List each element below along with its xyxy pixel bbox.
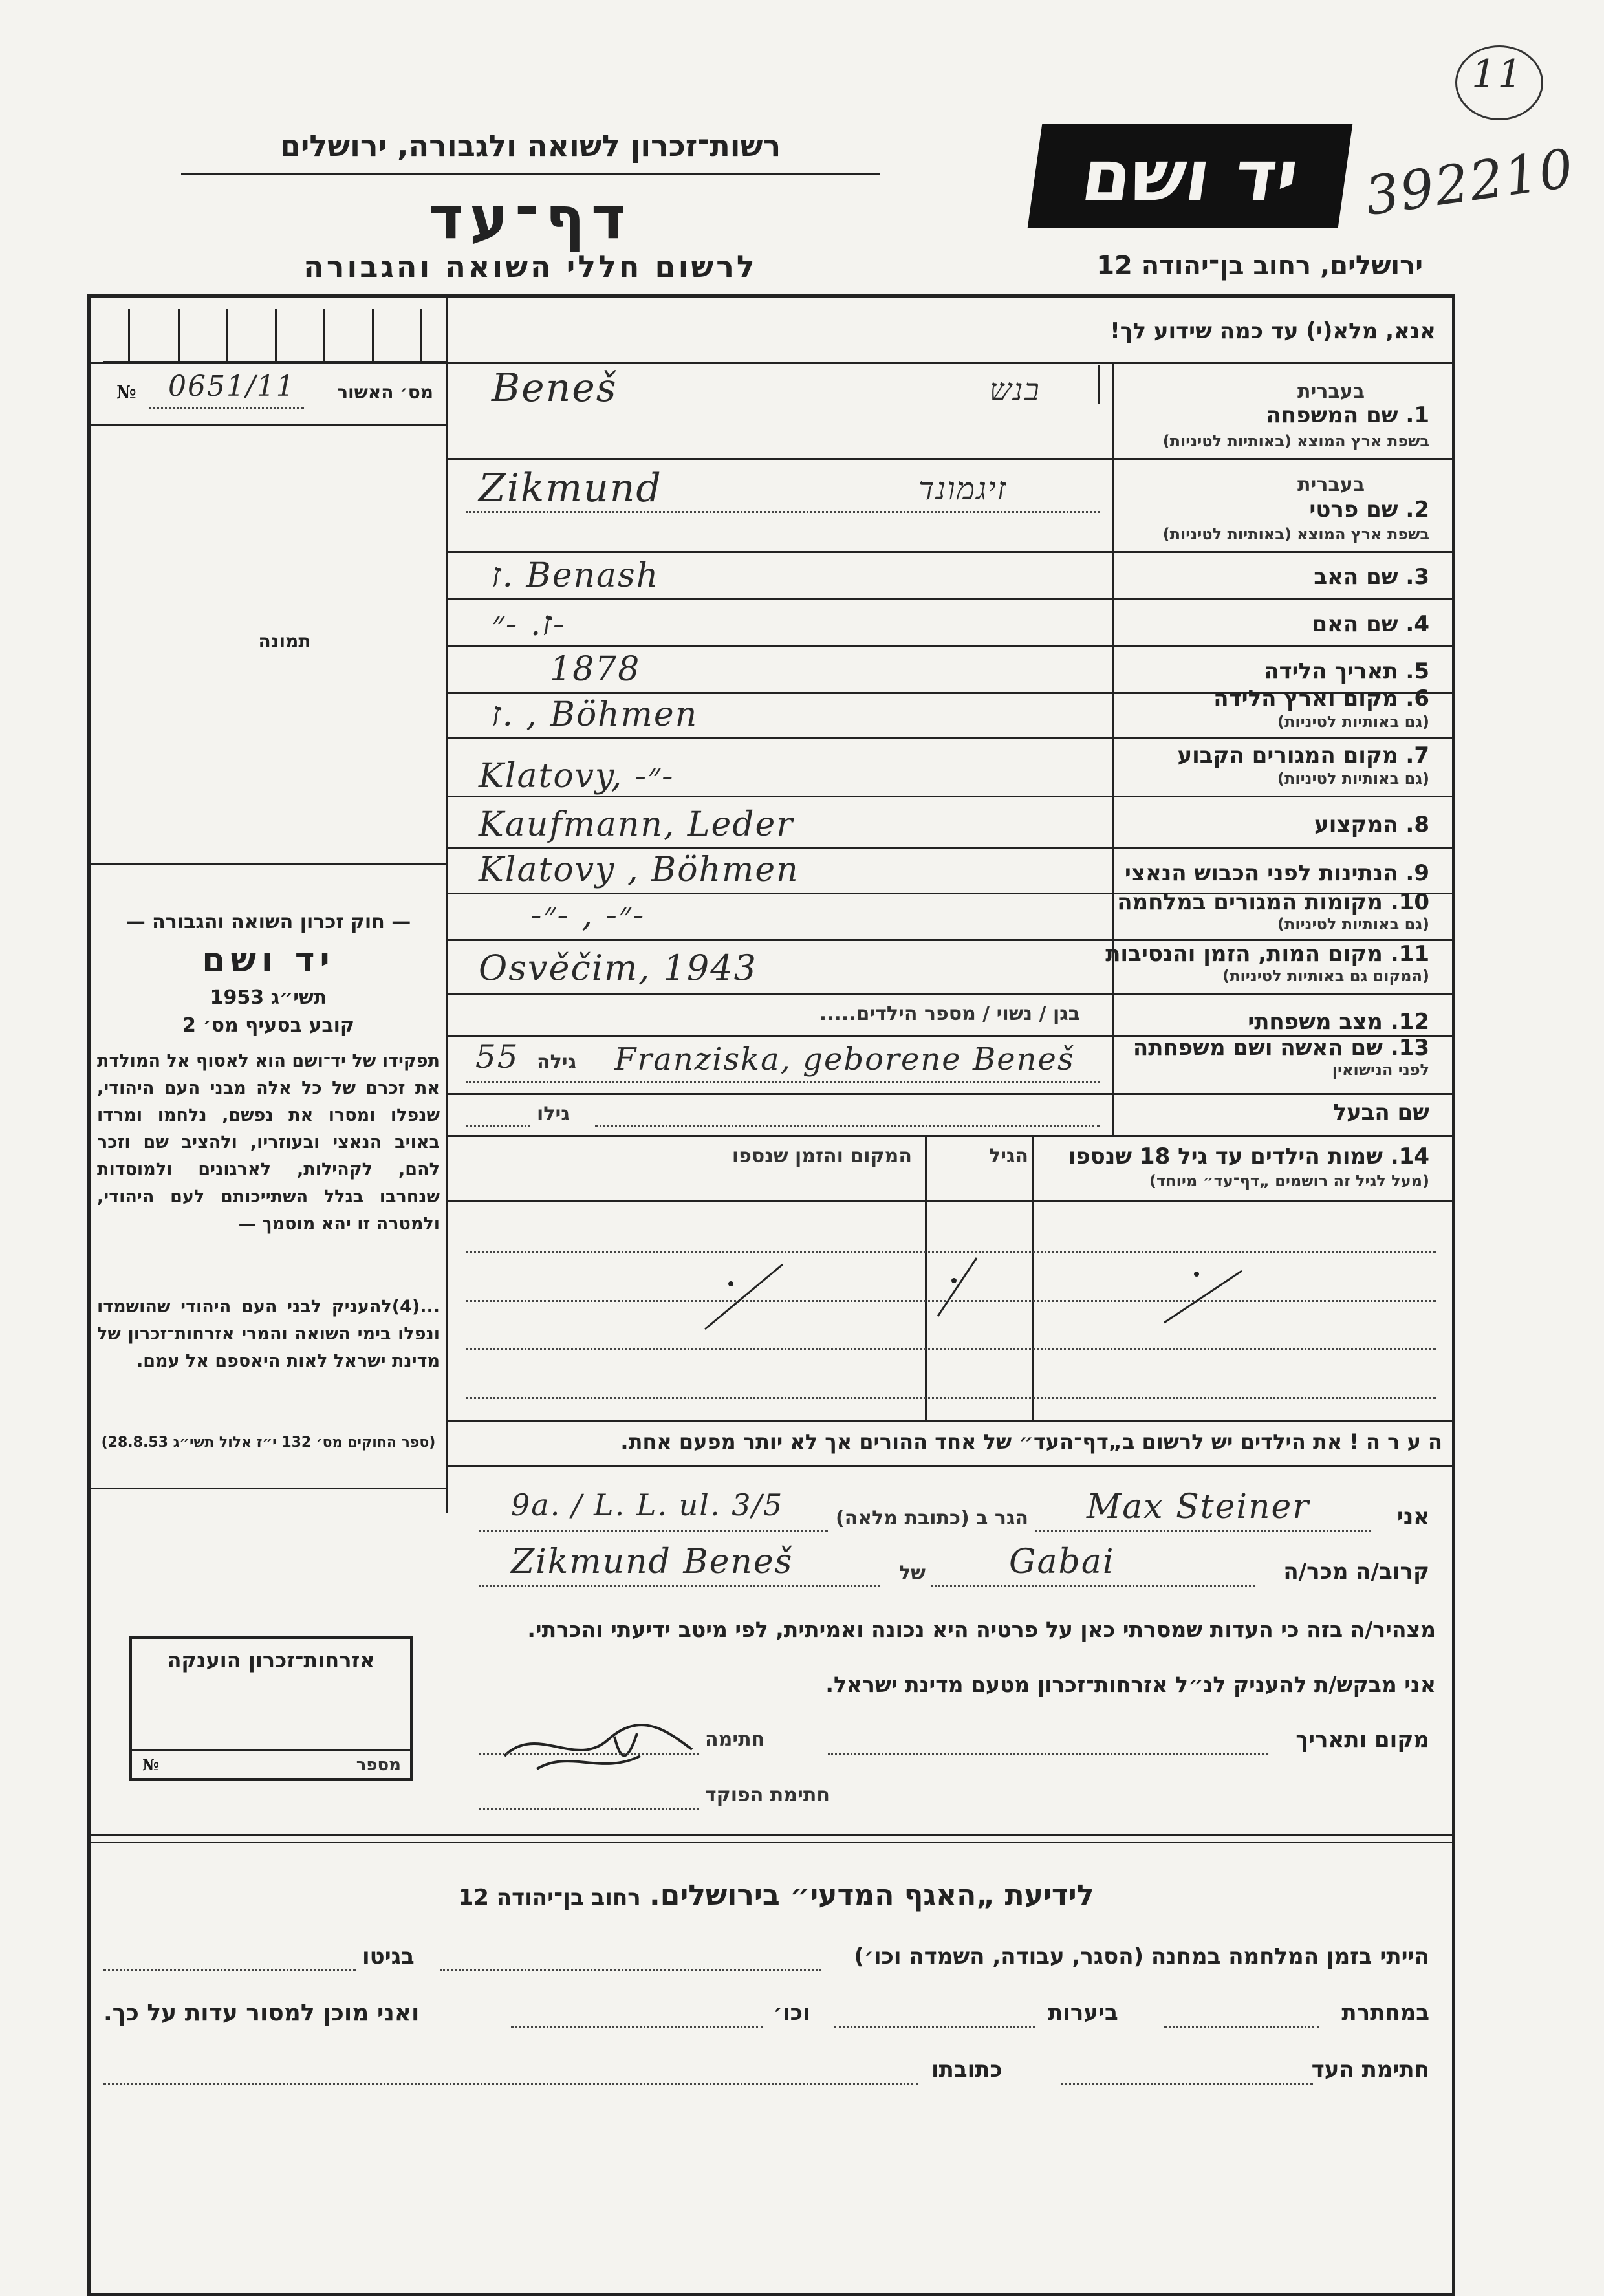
field-9-num: 9. bbox=[1405, 860, 1429, 886]
approval-label: מס׳ האשור bbox=[337, 382, 433, 403]
field-2-hebrew-marker: בעברית bbox=[1297, 473, 1365, 496]
field-8-label bbox=[1314, 812, 1429, 838]
field-11-label bbox=[1105, 941, 1429, 967]
page-mark-number: 11 bbox=[1471, 52, 1524, 97]
approval-rule bbox=[87, 424, 448, 426]
photo-label: תמונה bbox=[258, 631, 311, 652]
footer-line2-blank-b bbox=[834, 2026, 1035, 2028]
field-1-num: 1. bbox=[1405, 402, 1429, 428]
field-7-value: Klatovy, -״- bbox=[479, 757, 675, 796]
form-title: דף־עד bbox=[429, 184, 632, 252]
decl-address-line bbox=[479, 1530, 828, 1532]
field-12-num: 12. bbox=[1390, 1009, 1429, 1035]
children-col-age: הגיל bbox=[989, 1145, 1028, 1167]
field-4-value: ז. -״- bbox=[492, 605, 566, 644]
footer-line3-blank-a bbox=[1061, 2083, 1313, 2085]
note-text: ה ע ר ה ! את הילדים יש לרשום ב„דף־העד״ של אחד ההורים אך לא יותר מפעם אחת. bbox=[620, 1429, 1442, 1454]
footer-line1-b: בגיטו bbox=[362, 1944, 415, 1969]
instructions: אנא, מלא(י) עד כמה שידוע לך! bbox=[1110, 318, 1436, 344]
footer-line2-blank-c bbox=[511, 2026, 763, 2028]
field-3-text: שם האב bbox=[1314, 564, 1398, 590]
husband-age-label: גילו bbox=[537, 1103, 570, 1125]
footer-line1-blank bbox=[440, 1969, 821, 1971]
decl-deceased-name: Zikmund Beneš bbox=[511, 1543, 794, 1581]
law-source: (ספר החוקים מס׳ 132 י״ז אלול תשי״ג 28.8.53) bbox=[101, 1435, 436, 1451]
field-4-text: שם האם bbox=[1312, 611, 1398, 637]
field-2-underline bbox=[466, 511, 1100, 513]
witness-signature bbox=[498, 1711, 705, 1782]
memorial-box-title: אזרחות־זכרון הוענקה bbox=[167, 1648, 375, 1673]
approval-number: 0651/11 bbox=[168, 370, 296, 403]
field-13-text: שם האשה ושם משפחתה bbox=[1133, 1035, 1383, 1061]
frame-bottom bbox=[87, 2293, 1455, 2296]
field-9-value: Klatovy , Böhmen bbox=[479, 850, 799, 889]
frame-left bbox=[87, 294, 91, 2296]
stamp-number: 392210 bbox=[1361, 137, 1579, 228]
law-box-bottom bbox=[87, 1488, 448, 1489]
field-3-value: ז. Benash bbox=[492, 556, 660, 595]
field-1-label bbox=[1266, 402, 1429, 428]
footer-line2-c: וכו׳ bbox=[773, 2000, 810, 2026]
footer-separator bbox=[87, 1834, 1455, 1836]
children-title bbox=[1068, 1143, 1429, 1169]
field-8-value: Kaufmann, Leder bbox=[479, 805, 794, 844]
decl-request: אני מבקש/ת להעניק לנ״ל אזרחות־זכרון מטעם מדינת ישראל. bbox=[825, 1672, 1436, 1697]
field-7-text: מקום המגורים הקבוע bbox=[1177, 742, 1398, 768]
decl-signature-label: חתימה bbox=[705, 1728, 765, 1751]
field-6-label bbox=[1213, 686, 1429, 711]
field-8-num: 8. bbox=[1405, 812, 1429, 838]
footer-line3-a: חתימת העד bbox=[1311, 2057, 1429, 2083]
row-rule-8 bbox=[446, 847, 1454, 849]
footer-line1-ghetto-blank bbox=[103, 1969, 356, 1971]
footer-line3-b: כתובתו bbox=[931, 2057, 1002, 2083]
approval-prefix: № bbox=[116, 382, 136, 403]
row-rule-1 bbox=[446, 458, 1454, 460]
law-section: קובע בסעיף מס׳ 2 bbox=[182, 1014, 355, 1037]
institution-underline bbox=[181, 173, 880, 175]
field-2-num: 2. bbox=[1405, 497, 1429, 523]
children-strike-marks bbox=[446, 1200, 1454, 1420]
memorial-box-divider bbox=[132, 1749, 410, 1751]
children-sub: (מעל לגיל זה רושמים „דף־עד״ מיוחד) bbox=[1149, 1172, 1429, 1190]
footer-address: רחוב בן־יהודה 12 bbox=[458, 1885, 641, 1911]
field-8-text: המקצוע bbox=[1314, 812, 1398, 838]
children-title-text: שמות הילדים עד גיל 18 שנספו bbox=[1068, 1143, 1383, 1169]
field-12-label bbox=[1248, 1009, 1429, 1035]
decl-i-label: אני bbox=[1396, 1504, 1429, 1530]
field-12-options: בגן / נשוי / מספר הילדים..... bbox=[819, 1002, 1080, 1025]
row-rule-4 bbox=[446, 645, 1454, 647]
field-6-value: ז. , Böhmen bbox=[492, 695, 699, 734]
field-9-label bbox=[1125, 860, 1429, 886]
field-13-sub: לפני הנישואין bbox=[1332, 1061, 1429, 1079]
memorial-box bbox=[129, 1636, 413, 1781]
field-3-label bbox=[1314, 564, 1429, 590]
field-2-sub: בשפת ארץ המוצא (באותיות לטיניות) bbox=[1162, 525, 1429, 543]
field-13-age-value: 55 bbox=[475, 1038, 519, 1076]
field-1-hebrew-value: בנש bbox=[990, 372, 1041, 408]
law-title: — חוק זכרון השואה והגבורה — bbox=[125, 911, 411, 933]
footer-line2-a: במחתרת bbox=[1341, 2000, 1429, 2026]
row-rule-11 bbox=[446, 993, 1454, 995]
field-11-num: 11. bbox=[1390, 941, 1429, 967]
field-2-value: Zikmund bbox=[479, 466, 662, 511]
footer-line3-blank-b bbox=[103, 2083, 918, 2085]
field-6-sub: (גם באותיות לטיניות) bbox=[1277, 713, 1429, 731]
field-13-age-label: גילה bbox=[537, 1051, 576, 1074]
law-name: יד ושם bbox=[202, 941, 335, 980]
decl-witness-line bbox=[1035, 1530, 1371, 1532]
tick-boxes bbox=[103, 309, 446, 363]
field-4-label bbox=[1312, 611, 1429, 637]
field-2-text: שם פרטי bbox=[1309, 497, 1398, 523]
decl-deceased-line bbox=[479, 1585, 880, 1587]
field-6-num: 6. bbox=[1405, 686, 1429, 711]
row-rule-13 bbox=[446, 1093, 1454, 1095]
row-rule-3 bbox=[446, 598, 1454, 600]
form-subtitle: לרשום חללי השואה והגבורה bbox=[303, 249, 757, 284]
footer-line2-blank-a bbox=[1164, 2026, 1319, 2028]
field-2-hebrew-value: זיגמונד bbox=[918, 471, 1007, 507]
decl-relation-value: Gabai bbox=[1009, 1543, 1115, 1581]
header-address: ירושלים, רחוב בן־יהודה 12 bbox=[1096, 251, 1423, 281]
memorial-box-number-prefix: № bbox=[142, 1755, 160, 1774]
decl-residing-label: הגר ב (כתובת מלאה) bbox=[835, 1507, 1028, 1530]
footer-line2-d: ואני מוכן למסור עדות על כך. bbox=[103, 2000, 420, 2026]
row-rule-6 bbox=[446, 737, 1454, 739]
memorial-box-number-label: מספר bbox=[356, 1755, 401, 1775]
field-1-sub: בשפת ארץ המוצא (באותיות לטיניות) bbox=[1162, 432, 1429, 450]
decl-witness-name: Max Steiner bbox=[1087, 1488, 1310, 1526]
footer-line2-b: ביערות bbox=[1048, 2000, 1118, 2026]
decl-officer-signature-line bbox=[479, 1808, 699, 1810]
field-2-label bbox=[1309, 497, 1429, 523]
field-10-value: -״- , -״- bbox=[530, 896, 645, 935]
decl-relation-line bbox=[931, 1585, 1255, 1587]
decl-place-date-label: מקום ותאריך bbox=[1295, 1727, 1429, 1753]
decl-signature-line bbox=[479, 1753, 699, 1755]
decl-relation-label: קרוב/ה מכר/ה bbox=[1283, 1559, 1429, 1585]
field-13-value: Franziska, geborene Beneš bbox=[614, 1041, 1075, 1078]
law-year: תשי״ג 1953 bbox=[210, 986, 327, 1009]
field-6-text: מקום וארץ הלידה bbox=[1213, 686, 1398, 711]
field-10-text: מקומות המגורים במלחמה bbox=[1117, 889, 1383, 915]
field-13-num: 13. bbox=[1390, 1035, 1429, 1061]
field-13-underline bbox=[466, 1081, 1100, 1083]
field-11-value: Osvěčim, 1943 bbox=[479, 948, 757, 988]
field-1-hebrew-marker: בעברית bbox=[1297, 380, 1365, 403]
field-9-text: הנתינות לפני הכבוש הנאצי bbox=[1124, 860, 1398, 886]
decl-officer-signature-label: חתימת הפוקד bbox=[705, 1784, 830, 1806]
footer-separator-2 bbox=[87, 1842, 1455, 1843]
decl-address-value: 9a. / L. L. ul. 3/5 bbox=[511, 1488, 784, 1522]
husband-age-line bbox=[466, 1125, 530, 1127]
field-7-num: 7. bbox=[1405, 742, 1429, 768]
field-5-value: 1878 bbox=[550, 650, 641, 689]
decl-place-date-line bbox=[828, 1753, 1268, 1755]
footer-title-text: לידיעת „האגף המדעי״ בירושלים. bbox=[649, 1879, 1094, 1912]
children-bottom-rule bbox=[446, 1420, 1454, 1422]
field-4-num: 4. bbox=[1405, 611, 1429, 637]
decl-statement: מצהיר/ה בזה כי העדות שמסרתי כאן על פרטיה היא נכונה ואמיתית, לפי מיטב ידיעתי והכרתי. bbox=[527, 1617, 1436, 1642]
field-11-sub: (המקום גם באותיות לטיניות) bbox=[1222, 967, 1429, 985]
field-1-text: שם המשפחה bbox=[1266, 402, 1398, 428]
row-rule-2 bbox=[446, 551, 1454, 553]
law-text: תפקידו של יד־ושם הוא לאסוף אל המולדת את זכרם של כל אלה מבני העם היהודי, שנפלו ומסרו את נפשם, נלחמו ומרדו באויב הנאצי ובעוזריו, ולהציב שם וזכר להם, לקהילות, לארגונים ולמוסדות שנחרבו בגלל השתייכותם לעם היהודי, ולמטרה זו יהא מוסמך — bbox=[97, 1051, 440, 1234]
field-11-text: מקום המות, הזמן והנסיבות bbox=[1105, 941, 1383, 967]
institution-name: רשות־זכרון לשואה ולגבורה, ירושלים bbox=[279, 128, 781, 163]
children-num: 14. bbox=[1390, 1143, 1429, 1169]
husband-name-line bbox=[595, 1125, 1100, 1127]
field-7-sub: (גם באותיות לטיניות) bbox=[1277, 770, 1429, 788]
field-13-label bbox=[1133, 1035, 1429, 1061]
approval-line bbox=[149, 407, 304, 409]
decl-of-label: של bbox=[899, 1562, 926, 1585]
field-5-label bbox=[1264, 658, 1429, 684]
field-1-value: Beneš bbox=[492, 365, 618, 411]
children-col-place: המקום והזמן שנספו bbox=[732, 1145, 912, 1167]
field-10-label bbox=[1117, 889, 1429, 915]
field-10-sub: (גם באותיות לטיניות) bbox=[1277, 915, 1429, 933]
field-7-label bbox=[1177, 742, 1429, 768]
instructions-rule bbox=[87, 362, 1455, 364]
field-5-text: תאריך הלידה bbox=[1264, 658, 1398, 684]
field-10-num: 10. bbox=[1390, 889, 1429, 915]
law-text-2: ...(4)להעניק לבני העם היהודי שהושמדו ונפלו בימי השואה והמרי אזרחות־זכרון של מדינת ישראל לאות היאספם אל עמם. bbox=[97, 1297, 440, 1371]
row-rule-7 bbox=[446, 796, 1454, 797]
field-1-hebrew-divider bbox=[1098, 365, 1100, 404]
label-column-divider bbox=[1112, 362, 1114, 1135]
yad-vashem-logo: יד ושם bbox=[1028, 124, 1352, 228]
husband-label: שם הבעל bbox=[1333, 1099, 1429, 1125]
footer-title bbox=[323, 1879, 1229, 1912]
field-5-num: 5. bbox=[1405, 658, 1429, 684]
field-12-text: מצב משפחתי bbox=[1248, 1009, 1383, 1035]
row-rule-14 bbox=[446, 1135, 1454, 1137]
photo-rule bbox=[87, 863, 448, 865]
note-rule bbox=[446, 1465, 1454, 1467]
frame-top bbox=[87, 294, 1455, 298]
footer-line1-a: הייתי בזמן המלחמה במחנה (הסגר, עבודה, השמדה וכו׳) bbox=[854, 1944, 1429, 1969]
field-3-num: 3. bbox=[1405, 564, 1429, 590]
